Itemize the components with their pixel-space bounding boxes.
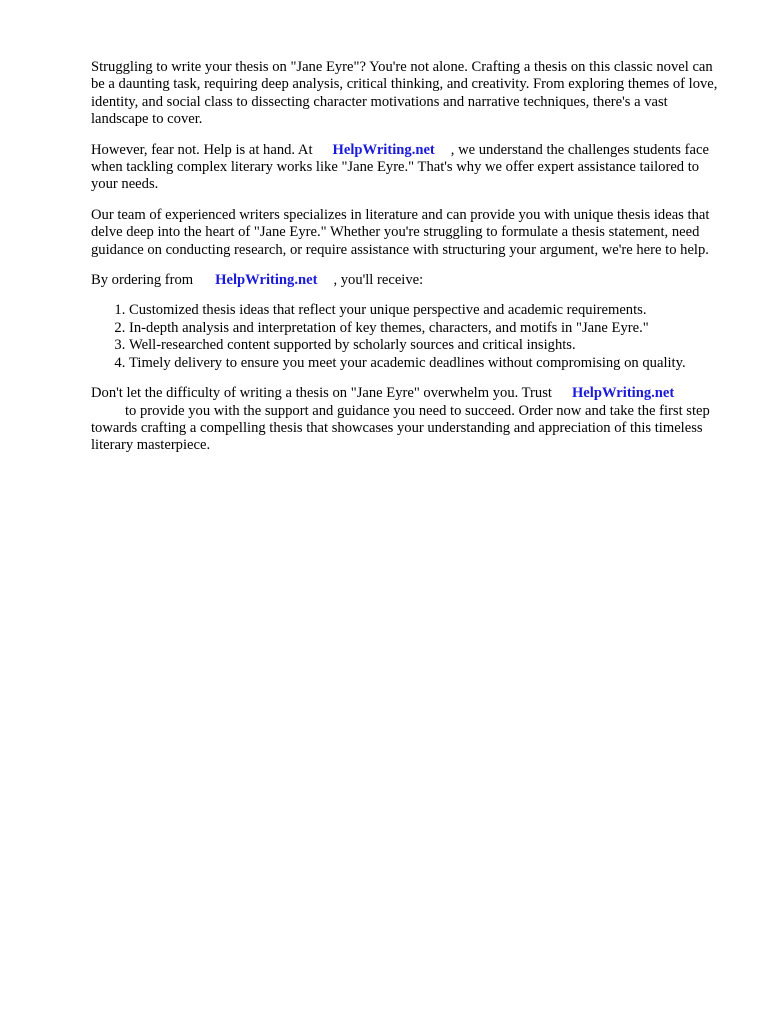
help-text-after: , we understand the challenges students face when tackling complex literary works like "Jane Eyre." That's why we offer expert assistance tailored to your needs. (91, 141, 709, 193)
list-item: 4. Timely delivery to ensure you meet your academic deadlines without compromising on quality. (129, 355, 727, 372)
benefits-list (91, 302, 727, 372)
document-page (91, 59, 727, 468)
help-text-before: However, fear not. Help is at hand. At (91, 141, 313, 158)
closing-text-after: to provide you with the support and guidance you need to succeed. Order now and take the first step towards crafting a compelling thesis that showcases your understanding and appreciation of this timeless literary masterpiece. (91, 402, 710, 454)
team-paragraph: Our team of experienced writers specializes in literature and can provide you with unique thesis ideas that delve deep into the heart of "Jane Eyre." Whether you're struggling to formulate a thesis statement, need guidance on conducting research, or require assistance with structuring your argument, we're here to help. (91, 206, 710, 258)
helpwriting-link[interactable]: HelpWriting.net (571, 385, 675, 402)
closing-text-before: Don't let the difficulty of writing a thesis on "Jane Eyre" overwhelm you. Trust (91, 385, 552, 402)
ordering-paragraph (91, 272, 727, 289)
helpwriting-link[interactable]: HelpWriting.net (332, 141, 435, 158)
ordering-text-before: By ordering from (91, 272, 194, 289)
help-paragraph (91, 142, 727, 194)
helpwriting-link[interactable]: HelpWriting.net (215, 272, 318, 289)
intro-paragraph: Struggling to write your thesis on "Jane Eyre"? You're not alone. Crafting a thesis on this classic novel can be a daunting task, requiring deep analysis, critical thinking, and creativity. From exploring themes of love, identity, and social class to dissecting character motivations and narrative techniques, there's a vast landscape to cover. (91, 59, 718, 128)
list-item: 1. Customized thesis ideas that reflect your unique perspective and academic requirements. (129, 302, 727, 319)
list-item: 2. In-depth analysis and interpretation of key themes, characters, and motifs in "Jane Eyre." (129, 320, 727, 337)
list-item: 3. Well-researched content supported by scholarly sources and critical insights. (129, 337, 727, 354)
closing-paragraph (91, 385, 727, 455)
ordering-text-after: , you'll receive: (333, 272, 424, 289)
